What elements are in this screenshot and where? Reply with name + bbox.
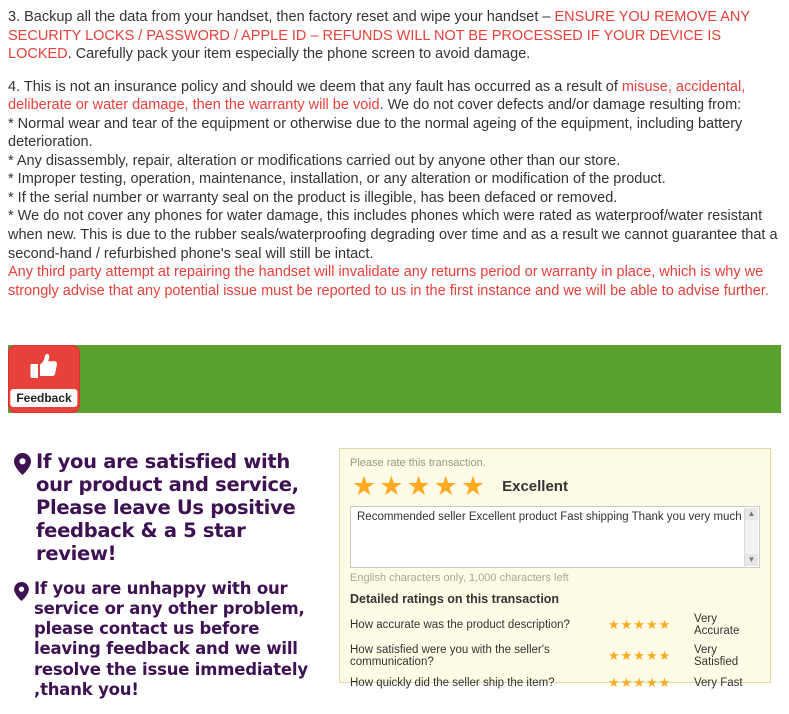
detailed-rating-stars[interactable]: ★★★★★ [608, 648, 672, 663]
terms-item-3-suffix: . Carefully pack your item especially the phone screen to avoid damage. [67, 46, 531, 63]
location-pin-icon [14, 582, 29, 601]
terms-bullet: * Any disassembly, repair, alteration or modifications carried out by anyone other than our store. [8, 152, 621, 169]
promo-block [14, 450, 314, 714]
promo-text-unhappy: If you are unhappy with our service or any other problem, please contact us before leaving feedback and we will resolve the issue immediately ,thank you! [34, 579, 308, 699]
terms-item-3 [8, 8, 779, 64]
rating-word: Excellent [502, 478, 568, 495]
star-icon[interactable]: ★ [379, 471, 404, 501]
promo-item-satisfied [14, 450, 314, 565]
detailed-rating-question: How satisfied were you with the seller's communication? [350, 644, 550, 668]
star-icon[interactable]: ★ [352, 471, 377, 501]
terms-bullet-list [8, 115, 779, 263]
terms-item-4-highlight: misuse, accidental, deliberate or water damage, then the warranty will be void [8, 78, 746, 114]
lower-section [0, 440, 789, 698]
overall-star-rating[interactable] [352, 473, 760, 500]
terms-bullet: * Improper testing, operation, maintenance, installation, or any alteration or modification of the product. [8, 171, 666, 188]
feedback-badge-label: Feedback [10, 389, 77, 407]
detailed-rating-stars[interactable]: ★★★★★ [608, 617, 672, 632]
detailed-rating-row [350, 644, 760, 668]
detailed-rating-value: Very Fast [694, 677, 743, 689]
detailed-rating-stars[interactable]: ★★★★★ [608, 675, 672, 690]
detailed-rating-value: Very Satisfied [694, 644, 739, 668]
terms-item-4-prefix: 4. This is not an insurance policy and should we deem that any fault has occurred as a result of [8, 78, 622, 95]
star-icon[interactable]: ★ [406, 471, 431, 501]
feedback-banner [8, 345, 781, 413]
terms-section [0, 0, 789, 300]
promo-text-satisfied: If you are satisfied with our product and service, Please leave Us positive feedback & a 5 star review! [36, 450, 299, 565]
detailed-rating-row [350, 613, 760, 637]
feedback-badge [8, 345, 80, 413]
terms-bullet: * Normal wear and tear of the equipment or otherwise due to the normal ageing of the equipment, including battery deterioration. [8, 115, 743, 151]
scroll-up-icon[interactable]: ▲ [745, 508, 758, 520]
terms-closing-note: Any third party attempt at repairing the handset will invalidate any returns period or warranty in place, which is why we strongly advise that any potential issue must be reported to us in the first instance and we will be able to advise further. [8, 264, 769, 299]
thumbs-up-icon [27, 351, 61, 381]
star-icon[interactable]: ★ [460, 471, 486, 501]
promo-item-unhappy [14, 579, 314, 700]
review-scrollbar[interactable] [744, 508, 758, 566]
character-count-note: English characters only, 1,000 characters left [350, 572, 569, 584]
star-icon[interactable]: ★ [433, 471, 458, 501]
terms-item-3-caps: ENSURE YOU REMOVE ANY SECURITY LOCKS / PASSWORD / APPLE ID – REFUNDS WILL NOT BE PROCESSED IF YOUR DEVICE IS LOCKED [8, 9, 750, 63]
review-textarea[interactable] [350, 506, 760, 568]
detailed-rating-value: Very Accurate [694, 613, 740, 637]
scroll-down-icon[interactable]: ▼ [745, 554, 758, 566]
location-pin-icon [14, 453, 31, 475]
detailed-rating-row [350, 675, 760, 691]
rate-transaction-label: Please rate this transaction. [350, 457, 486, 469]
detailed-ratings-title: Detailed ratings on this transaction [350, 592, 560, 606]
terms-item-4-suffix: . We do not cover defects and/or damage resulting from: [379, 97, 742, 114]
detailed-rating-question: How quickly did the seller ship the item? [350, 677, 555, 689]
terms-item-4 [8, 78, 779, 115]
terms-bullet: * If the serial number or warranty seal on the product is illegible, has been defaced or removed. [8, 189, 618, 206]
terms-item-3-prefix: 3. Backup all the data from your handset, then factory reset and wipe your handset – [8, 9, 555, 25]
detailed-rating-question: How accurate was the product description? [350, 619, 570, 631]
rating-card [339, 448, 771, 690]
review-text: Recommended seller Excellent product Fast shipping Thank you very much [357, 511, 742, 523]
terms-bullet: * We do not cover any phones for water damage, this includes phones which were rated as waterproof/water resistant when new. This is due to the rubber seals/waterproofing degrading over time and as a result we cannot guarantee that a second-hand / refurbished phone's seal will still be intact. [8, 208, 778, 262]
